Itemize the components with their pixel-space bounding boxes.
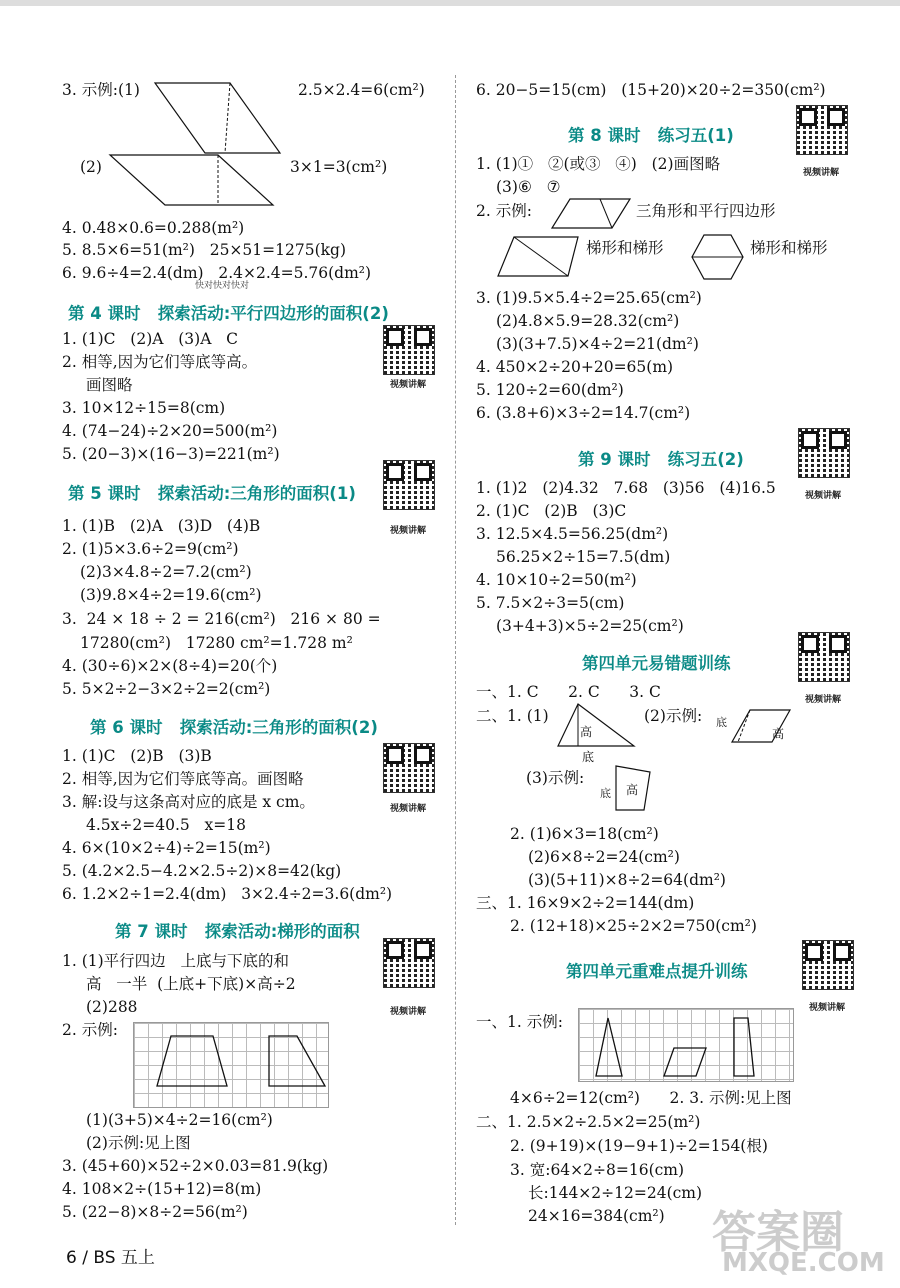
answer-line: 长:144×2÷12=24(cm) [528,1184,703,1202]
answer-line: 2.5×2.4=6(cm²) [298,81,425,99]
answer-line: 5. 8.5×6=51(m²) 25×51=1275(kg) [62,241,346,259]
qr-code[interactable] [383,460,435,510]
equal-area-figures [578,1008,794,1082]
qr-code[interactable] [796,105,848,155]
answer-line: 3. 12.5×4.5=56.25(dm²) [476,525,669,543]
answer-line: 2. 相等,因为它们等底等高。画图略 [62,770,304,788]
answer-line: 4×6÷2=12(cm²) 2. 3. 示例:见上图 [510,1089,792,1107]
answer-line: (3)示例: [526,769,585,787]
answer-line: 1. (1)2 (2)4.32 7.68 (3)56 (4)16.5 [476,479,776,497]
answer-line: 1. (1)C (2)A (3)A C [62,330,239,348]
fig-label-base: 底 [716,716,727,729]
qr-code[interactable] [798,428,850,478]
answer-line: 3. 解:设与这条高对应的底是 x cm。 [62,793,315,811]
answer-line: 一、1. 示例: [476,1013,563,1031]
answer-line: 3. 宽:64×2÷8=16(cm) [510,1161,685,1179]
answer-line: (2)288 [86,998,138,1016]
answer-line: 三角形和平行四边形 [636,202,776,220]
answer-line: 2. 示例: [476,202,532,220]
answer-line: 二、1. 2.5×2÷2.5×2=25(m²) [476,1113,701,1131]
answer-line: 1. (1)平行四边 上底与下底的和 [62,952,289,970]
section-title: 第 5 课时 探索活动:三角形的面积(1) [68,484,356,503]
section-title: 第 8 课时 练习五(1) [568,126,734,145]
answer-line: (2)示例: [644,707,703,725]
answer-line: 5. 5×2÷2−3×2÷2=2(cm²) [62,680,271,698]
answer-line: 4. 10×10÷2=50(m²) [476,571,637,589]
answer-line: 17280(cm²) 17280 cm²=1.728 m² [80,634,353,652]
answer-line: 4. 450×2÷20+20=65(m) [476,358,674,376]
answer-line: 高 一半 (上底+下底)×高÷2 [86,975,296,993]
qr-label: 视频讲解 [804,491,841,501]
answer-line: (3+4+3)×5÷2=25(cm²) [496,617,684,635]
section-title: 第 4 课时 探索活动:平行四边形的面积(2) [68,304,389,323]
answer-line: (2)6×8÷2=24(cm²) [528,848,680,866]
section-title: 第四单元重难点提升训练 [566,962,748,981]
answer-line: 一、1. C 2. C 3. C [476,683,661,701]
answer-line: 4. (30÷6)×2×(8÷4)=20(个) [62,657,278,675]
answer-line: 2. (1)C (2)B (3)C [476,502,627,520]
answer-line: 3. 24 × 18 ÷ 2 = 216(cm²) 216 × 80 = [62,610,381,628]
answer-line: 1. (1)C (2)B (3)B [62,747,212,765]
watermark-url: MXQE.COM [722,1248,885,1278]
fig-label-height: 高 [580,725,593,739]
qr-label: 视频讲解 [808,1003,845,1013]
answer-line: 3. 示例:(1) [62,81,140,99]
qr-label: 视频讲解 [389,380,426,390]
answer-line: (3)(3+7.5)×4÷2=21(dm²) [496,335,699,353]
answer-line: 4. 6×(10×2÷4)÷2=15(m²) [62,839,271,857]
section-title: 第 6 课时 探索活动:三角形的面积(2) [90,718,378,737]
fig-label-base: 底 [582,750,595,764]
answer-line: 2. 示例: [62,1021,118,1039]
parallelogram-figure-2 [108,150,278,210]
answer-line: (2)示例:见上图 [86,1134,191,1152]
answer-line: 5. (20−3)×(16−3)=221(m²) [62,445,280,463]
qr-label: 视频讲解 [389,526,426,536]
answer-line: 56.25×2÷15=7.5(dm) [496,548,671,566]
answer-line: 4. (74−24)÷2×20=500(m²) [62,422,278,440]
qr-label: 视频讲解 [804,695,841,705]
answer-line: 2. (12+18)×25÷2×2=750(cm²) [510,917,757,935]
answer-line: (3)⑥ ⑦ [496,178,561,196]
section-title: 第四单元易错题训练 [582,654,731,673]
section-title: 第 9 课时 练习五(2) [578,450,744,469]
answer-line: 5. 120÷2=60(dm²) [476,381,624,399]
answer-line: 5. 7.5×2÷3=5(cm) [476,594,625,612]
answer-line: 2. (1)5×3.6÷2=9(cm²) [62,540,239,558]
answer-line: 6. 20−5=15(cm) (15+20)×20÷2=350(cm²) [476,81,826,99]
answer-line: 6. (3.8+6)×3÷2=14.7(cm²) [476,404,691,422]
answer-line: 24×16=384(cm²) [528,1207,665,1225]
parallelogram-figure-1 [150,78,285,158]
answer-line: 4. 108×2÷(15+12)=8(m) [62,1180,262,1198]
answer-line: 梯形和梯形 [750,239,828,257]
qr-label: 视频讲解 [389,1007,426,1017]
answer-line: 1. (1)B (2)A (3)D (4)B [62,517,261,535]
answer-line: 画图略 [86,376,133,394]
answer-line: (3)9.8×4÷2=19.6(cm²) [80,586,262,604]
answer-line: 4. 0.48×0.6=0.288(m²) [62,219,245,237]
trapezoid-split-figure [550,196,635,232]
qr-code[interactable] [383,743,435,793]
qr-code[interactable] [798,632,850,682]
answer-line: 1. (1)① ②(或③ ④) (2)画图略 [476,155,721,173]
triangle-figure [556,700,636,752]
qr-code[interactable] [383,325,435,375]
column-divider [455,75,456,1225]
fig-label-height: 高 [626,783,639,797]
answer-line: 二、1. (1) [476,707,549,725]
qr-label: 视频讲解 [389,804,426,814]
qr-code[interactable] [383,938,435,988]
watermark-logo: 答案圈 [712,1207,844,1258]
answer-line: 3. 10×12÷15=8(cm) [62,399,226,417]
section-title: 第 7 课时 探索活动:梯形的面积 [115,922,360,941]
answer-line: 3×1=3(cm²) [290,158,388,176]
qr-label: 视频讲解 [802,168,839,178]
answer-line: (1)(3+5)×4÷2=16(cm²) [86,1111,273,1129]
answer-line: 4.5x÷2=40.5 x=18 [86,816,246,834]
answer-line: (2)4.8×5.9=28.32(cm²) [496,312,680,330]
fig-label-base: 底 [600,787,611,800]
answer-line: 3. (45+60)×52÷2×0.03=81.9(kg) [62,1157,329,1175]
qr-code[interactable] [802,940,854,990]
answer-line: 5. (4.2×2.5−4.2×2.5÷2)×8=42(kg) [62,862,342,880]
answer-line: (3)(5+11)×8÷2=64(dm²) [528,871,726,889]
answer-line: (2) [80,158,102,176]
trapezoid-figure [494,234,584,279]
top-border [0,0,900,6]
answer-line: 三、1. 16×9×2÷2=144(dm) [476,894,695,912]
answer-line: (2)3×4.8÷2=7.2(cm²) [80,563,252,581]
answer-line: 2. (9+19)×(19−9+1)÷2=154(根) [510,1137,768,1155]
trapezoid-figures [133,1022,329,1108]
answer-line: 2. 相等,因为它们等底等高。 [62,353,258,371]
answer-line: 2. (1)6×3=18(cm²) [510,825,659,843]
hexagon-figure [690,232,745,282]
answer-line: 3. (1)9.5×5.4÷2=25.65(cm²) [476,289,702,307]
answer-line: 梯形和梯形 [586,239,664,257]
answer-line: 6. 9.6÷4=2.4(dm) 2.4×2.4=5.76(dm²) [62,264,372,282]
fig-label-height: 高 [772,727,785,741]
stamp-text: 快对快对快对 [195,281,250,291]
page-footer: 6 / BS 五上 [66,1248,155,1268]
answer-line: 6. 1.2×2÷1=2.4(dm) 3×2.4÷2=3.6(dm²) [62,885,393,903]
answer-line: 5. (22−8)×8÷2=56(m²) [62,1203,248,1221]
